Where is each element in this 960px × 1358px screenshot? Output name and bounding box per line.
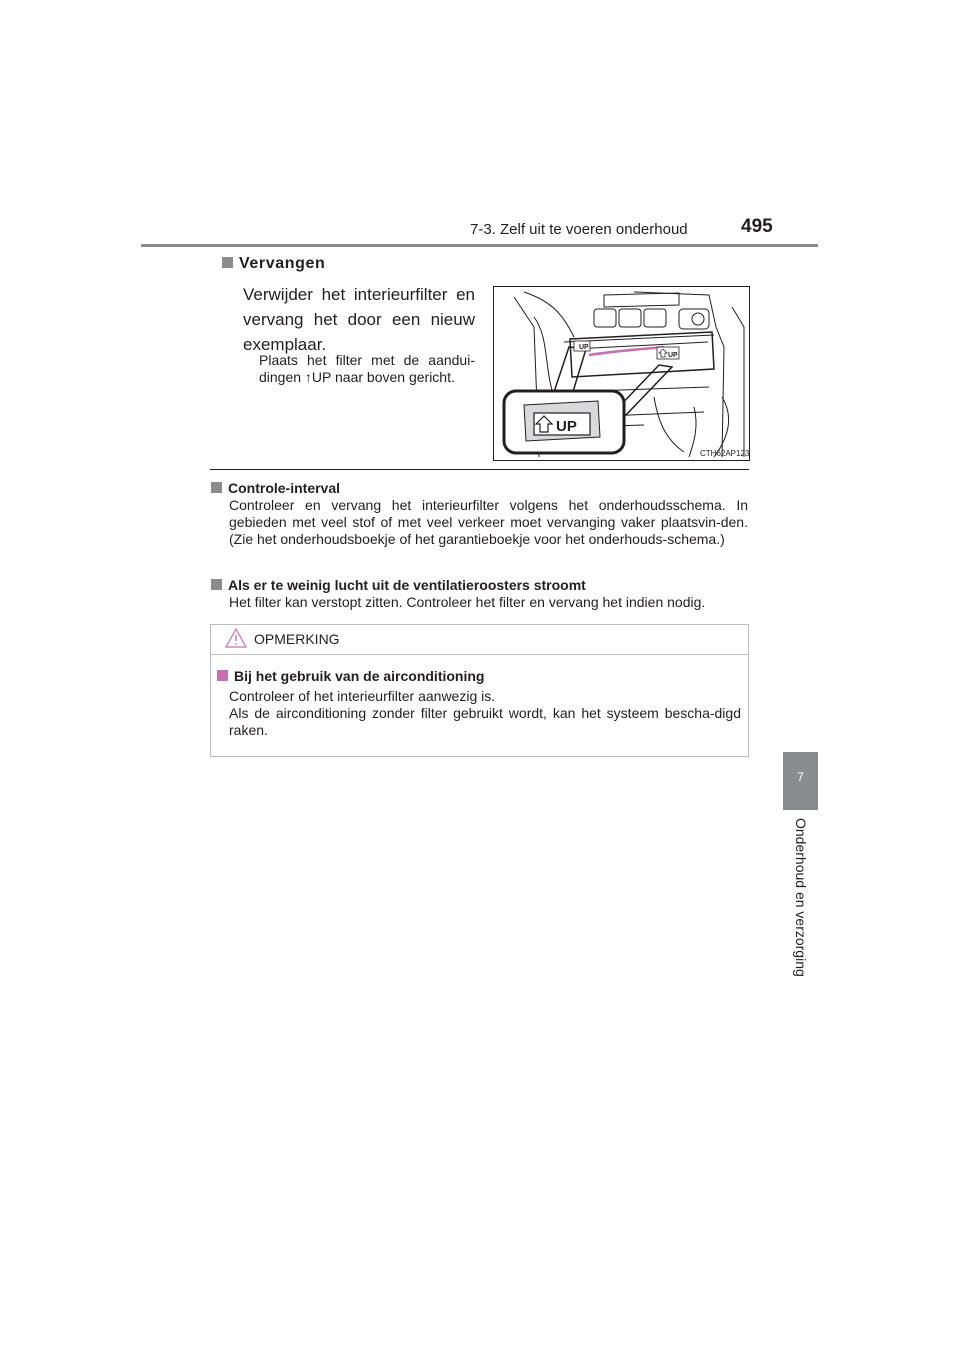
caution-divider <box>211 654 748 655</box>
section-heading-check-interval <box>211 480 340 496</box>
filter-up-text: UP <box>579 344 589 351</box>
chapter-title: Onderhoud en verzorging <box>793 818 809 977</box>
replacement-note: Plaats het filter met de aandui-dingen ↑UP naar boven gericht. <box>259 352 475 385</box>
square-bullet-icon <box>211 482 222 493</box>
filter-up-text-right: UP <box>668 352 678 359</box>
cabin-filter-illustration <box>493 286 750 461</box>
chapter-number: 7 <box>797 770 804 784</box>
caution-line: Controleer of het interieurfilter aanwezig is. <box>229 688 496 704</box>
warning-triangle-icon <box>224 627 248 654</box>
section-heading-text: Als er te weinig lucht uit de ventilatieroosters stroomt <box>228 577 586 593</box>
square-bullet-icon <box>222 257 233 268</box>
section-heading-text: Controle-interval <box>228 480 341 496</box>
caution-line: Als de airconditioning zonder filter gebruikt wordt, kan het systeem bescha-digd raken. <box>229 705 741 738</box>
page-number: 495 <box>741 216 773 237</box>
caution-title: OPMERKING <box>254 631 340 647</box>
section-heading-low-airflow <box>211 577 586 593</box>
square-bullet-icon <box>211 579 222 590</box>
replacement-heading <box>222 255 325 273</box>
section-divider <box>210 469 749 470</box>
replacement-instruction: Verwijder het interieurfilter en vervang het door een nieuw exemplaar. <box>243 285 475 354</box>
section-title: 7-3. Zelf uit te voeren onderhoud <box>470 221 688 238</box>
header-divider <box>141 244 818 247</box>
section-text-low-airflow: Het filter kan verstopt zitten. Controleer het filter en vervang het indien nodig. <box>229 594 706 610</box>
caution-text <box>229 688 741 739</box>
replacement-heading-text: Vervangen <box>239 255 326 272</box>
square-bullet-icon <box>217 670 228 681</box>
magnified-callout <box>504 391 624 453</box>
cabin-filter-drawing <box>494 287 749 460</box>
section-text-check-interval: Controleer en vervang het interieurfilter volgens het onderhoudsschema. In gebieden met veel stof of met veel verkeer moet vervanging vaker plaatsvin-den. (Zie het onderhoudsboekje of het garantieboekje voor het onderhouds-schema.) <box>229 497 748 547</box>
caution-heading <box>217 668 484 684</box>
figure-code: CTH62AP123 <box>700 449 750 458</box>
callout-up-text: UP <box>556 418 577 435</box>
caution-heading-text: Bij het gebruik van de airconditioning <box>234 668 485 684</box>
